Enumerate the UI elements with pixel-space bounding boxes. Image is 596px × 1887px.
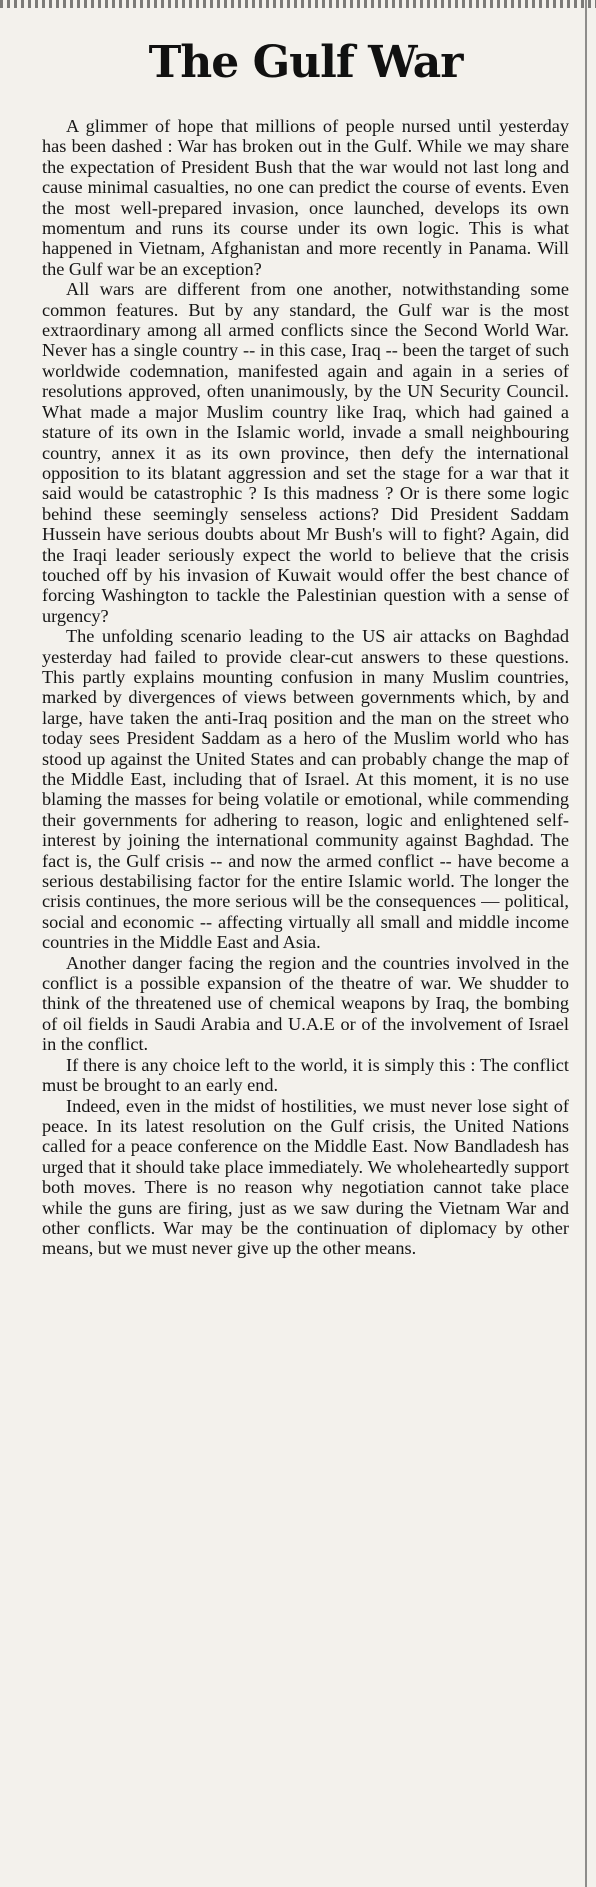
article-paragraph-2: All wars are different from one another, notwithstanding some common features. But by any standard, the Gulf war is the most extraordinary among all armed conflicts since the Second World War. Never has a single country -- in this case, Iraq -- been the target of such worldwide codemnation, manifested again and again in a series of resolutions approved, often unanimously, by the UN Security Council. What made a major Muslim country like Iraq, which had gained a stature of its own in the Islamic world, invade a small neighbouring country, annex it as its own province, then defy the international opposition to its blatant aggression and set the stage for a war that it said would be catastrophic ? Is this madness ? Or is there some logic behind these seemingly senseless actions? Did President Saddam Hussein have serious doubts about Mr Bush's will to fight? Again, did the Iraqi leader seriously expect the world to believe that the crisis touched off by his invasion of Kuwait would offer the best chance of forcing Washington to tackle the Palestinian question with a sense of urgency? <box>42 279 569 626</box>
article-paragraph-6: Indeed, even in the midst of hostilities, we must never lose sight of peace. In its latest resolution on the Gulf crisis, the United Nations called for a peace conference on the Middle East. Now Bandladesh has urged that it should take place immediately. We wholeheartedly support both moves. There is no reason why negotiation cannot take place while the guns are firing, just as we saw during the Vietnam War and other conflicts. War may be the continuation of diplomacy by other means, but we must never give up the other means. <box>42 1095 569 1259</box>
article-headline: The Gulf War <box>148 37 463 88</box>
top-border-rule <box>0 0 596 8</box>
article-paragraph-4: Another danger facing the region and the countries involved in the conflict is a possible expansion of the theatre of war. We shudder to think of the threatened use of chemical weapons by Iraq, the bombing of oil fields in Saudi Arabia and U.A.E or of the involvement of Israel in the conflict. <box>42 952 569 1055</box>
article-paragraph-1: A glimmer of hope that millions of people nursed until yesterday has been dashed : War has broken out in the Gulf. While we may share the expectation of President Bush that the war would not last long and cause minimal casualties, no one can predict the course of events. Even the most well-prepared invasion, once launched, develops its own momentum and runs its course under its own logic. This is what happened in Vietnam, Afghanistan and more recently in Panama. Will the Gulf war be an exception? <box>42 116 569 279</box>
article-paragraph-3: The unfolding scenario leading to the US air attacks on Baghdad yesterday had failed to provide clear-cut answers to these questions. This partly explains mounting confusion in many Muslim countries, marked by divergences of views between governments which, by and large, have taken the anti-Iraq position and the man on the street who today sees President Saddam as a hero of the Muslim world who has stood up against the United States and can probably change the map of the Middle East, including that of Israel. At this moment, it is no use blaming the masses for being volatile or emotional, while commending their governments for adhering to reason, logic and enlightened self-interest by joining the international community against Baghdad. The fact is, the Gulf crisis -- and now the armed conflict -- have become a serious destabilising factor for the entire Islamic world. The longer the crisis continues, the more serious will be the consequences — political, social and economic -- affecting virtually all small and middle income countries in the Middle East and Asia. <box>42 626 569 953</box>
right-column-rule <box>585 0 587 1887</box>
article-column <box>42 37 569 1259</box>
article-paragraph-5: If there is any choice left to the world, it is simply this : The conflict must be brought to an early end. <box>42 1054 569 1096</box>
